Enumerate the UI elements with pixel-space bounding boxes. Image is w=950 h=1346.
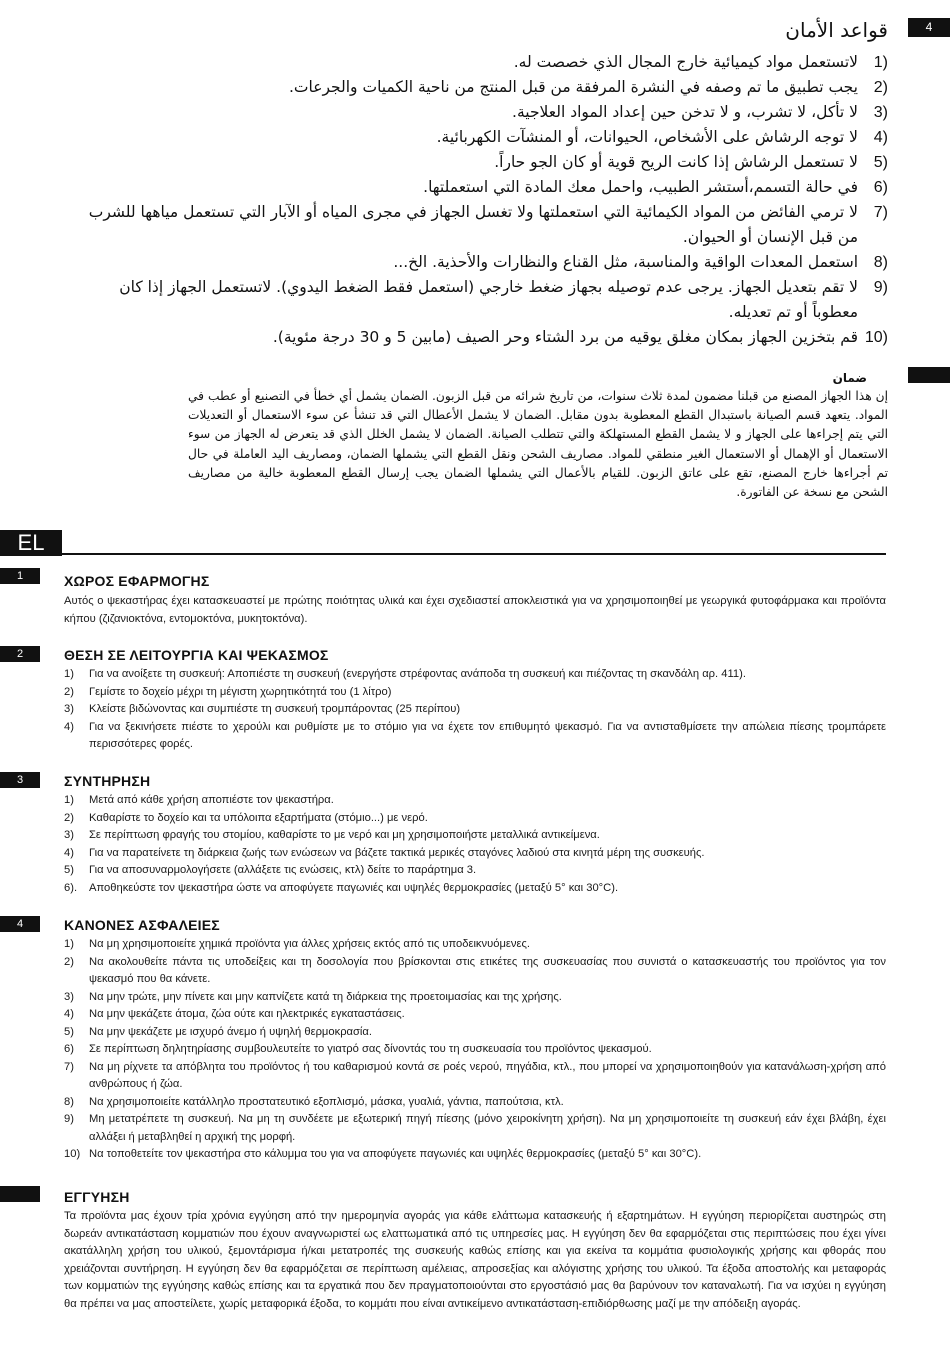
list-item: 4) Να μην ψεκάζετε άτομα, ζώα ούτε και ηλεκτρικές εγκαταστάσεις. <box>64 1008 405 1020</box>
list-item: 1) Μετά από κάθε χρήση αποπιέστε τον ψεκαστήρα. <box>64 794 334 806</box>
list-item: 9) لا تقم بتعديل الجهاز. يرجى عدم توصيله بجهاز ضغط خارجي (استعمل فقط الضغط اليدوي). لاتستعمل الجهاز إذا كان معطوباً أو تم تعديله. <box>119 278 888 321</box>
list-item: 2) Να ακολουθείτε πάντα τις υποδείξεις και τη δοσολογία που βρίσκονται στις ετικέτες της συσκευασίας που συνιστά ο κατασκευαστής του προϊόντος για τον ψεκασμό που θα κάνετε. <box>64 955 886 985</box>
list-item: 2) Καθαρίστε το δοχείο και τα υπόλοιπα εξαρτήματα (στόμιο...) με νερό. <box>64 811 428 824</box>
list-item: 7) لا ترمي الفائض من المواد الكيمائية التي استعملتها ولا تغسل الجهاز في مجرى المياه أو الآبار التي تستعمل مياهها للشرب من قبل الإنسان أو الحيوان. <box>88 203 888 246</box>
section-body-maintenance <box>64 792 886 897</box>
section-body-application: Αυτός ο ψεκαστήρας έχει κατασκευαστεί με πρώτης ποιότητας υλικά και έχει σχεδιαστεί αποκλειστικά για να χρησιμοποιηθεί με γεωργικά φυτοφάρμακα και προϊόντα κήπου (ζιζανιοκτόνα, εντομοκτόνα, μυκητοκτόνα). <box>64 595 886 625</box>
list-item: 6). Αποθηκεύστε τον ψεκαστήρα ώστε να αποφύγετε παγωνιές και υψηλές θερμοκρασίες (μεταξύ 5° και 30°C). <box>64 881 619 894</box>
list-item: 4) Για να παρατείνετε τη διάρκεια ζωής των ενώσεων να βάζετε τακτικά μερικές σταγόνες λαδιού στα κινητά μέρη της συσκευής. <box>64 846 705 859</box>
list-item: 3) لا تأكل، لا تشرب، و لا تدخن حين إعداد المواد العلاجية. <box>512 103 888 121</box>
section-number-tab: 4 <box>0 916 40 932</box>
list-item: 5) لا تستعمل الرشاش إذا كانت الريح قوية أو كان الجو حاراً. <box>494 153 888 171</box>
page-number-tab <box>908 18 950 37</box>
language-tab-el: EL <box>0 530 62 556</box>
arabic-safety-list <box>88 50 888 350</box>
arabic-warranty-title: ضمان <box>832 371 867 385</box>
list-item: 6) Σε περίπτωση δηλητηρίασης συμβουλευτείτε το γιατρό σας δίνοντάς του τη συσκευασία του προϊόντος ψεκασμού. <box>64 1043 652 1055</box>
list-item: 2) يجب تطبيق ما تم وصفه في النشرة المرفقة من قبل المنتج من ناحية الكميات والجرعات. <box>288 78 888 96</box>
section-title-operation: ΘΕΣΗ ΣΕ ΛΕΙΤΟΥΡΓΙΑ ΚΑΙ ΨΕΚΑΣΜΟΣ <box>64 647 329 663</box>
list-item: 3) Σε περίπτωση φραγής του στομίου, καθαρίστε το με νερό και μη χρησιμοποιήστε μεταλλικά αντικείμενα. <box>64 829 600 841</box>
section-number-tab <box>0 1186 40 1202</box>
arabic-safety-title: قواعد الأمان <box>785 18 888 42</box>
list-item: 6) في حالة التسمم،أستشر الطبيب، واحمل معك المادة التي استعملتها. <box>423 178 888 196</box>
list-item: 10) قم بتخزين الجهاز بمكان مغلق يوقيه من برد الشتاء وحر الصيف (مابين 5 و 30 درجة مئوية). <box>272 328 888 346</box>
section-title-maintenance: ΣΥΝΤΗΡΗΣΗ <box>64 773 151 789</box>
list-item: 9) Μη μετατρέπετε τη συσκευή. Να μη τη συνδέετε με εξωτερική πηγή πίεσης (μόνο χειροκίνητη χρήση). Να μη χρησιμοποιείτε τη συσκευή εάν έχει βλάβη, έχει αλλάξει ή μεταβληθεί η αρχική της μορφή. <box>64 1113 886 1143</box>
list-item: 3) Κλείστε βιδώνοντας και συμπιέστε τη συσκευή τρομπάροντας (25 περίπου) <box>64 703 461 715</box>
list-item: 1) Να μη χρησιμοποιείτε χημικά προϊόντα για άλλες χρήσεις εκτός από τις υποδεικνυόμενες. <box>64 938 530 950</box>
list-item: 1) لاتستعمل مواد كيميائية خارج المجال الذي خصصت له. <box>513 53 888 71</box>
section-number-tab: 3 <box>0 772 40 788</box>
section-title-application: ΧΩΡΟΣ ΕΦΑΡΜΟΓΗΣ <box>64 573 210 589</box>
section-number-tab: 1 <box>0 568 40 584</box>
section-number-tab: 2 <box>0 646 40 662</box>
list-item: 1) Για να ανοίξετε τη συσκευή: Αποπιέστε τη συσκευή (ενεργήστε στρέφοντας ανάποδα τη συσκευή και πιέζοντας τη σκανδάλη αρ. 411). <box>64 668 746 680</box>
section-body-operation <box>64 666 886 754</box>
arabic-warranty-tab <box>908 367 950 383</box>
list-item: 4) لا توجه الرشاش على الأشخاص، الحيوانات، أو المنشآت الكهربائية. <box>436 128 888 146</box>
section-divider <box>62 553 886 555</box>
section-body-warranty: Τα προϊόντα μας έχουν τρία χρόνια εγγύηση από την ημερομηνία αγοράς για κάθε ελάττωμα κατασκευής ή εξαρτημάτων. Η εγγύηση περιορίζεται αυστηρώς στη δωρεάν αντικατάσταση κομματιών που έχουν αναγνωριστεί ως ελαττωματικά από τις υπηρεσίες μας. Η εγγύηση δεν θα εφαρμόζεται στις περιπτώσεις που έχει γίνει ακατάλληλη χρήση του υλικού, ξεμοντάρισμα ή/και μετατροπές της συσκευής καθώς επίσης και για εκείνα τα κομμάτια φυσιολογικής χρήσης και φθοράς που χρειάζονται συντήρηση. Η εγγύηση δεν θα εφαρμόζεται σε περίπτωση αμέλειας, απροσεξίας και αλόγιστης χρήσης του υλικού. Τα έξοδα αποστολής και μεταφοράς των κομματιών της εγγύησης καθώς επίσης και τα εργατικά που δεν πραγματοποιούνται στο εργοστάσιό μας θα βαρύνουν τον καταναλωτή. Για να ισχύει η εγγύηση θα πρέπει να μας αποστείλετε, χωρίς μεταφορικά έξοδα, το κομμάτι που είναι αντικείμενο αντικατάσταση-επιδιόρθωσης μαζί με την απόδειξη αγοράς. <box>64 1210 886 1310</box>
section-title-safety: ΚΑΝΟΝΕΣ ΑΣΦΑΛΕΙΕΣ <box>64 917 220 933</box>
arabic-warranty-text: إن هذا الجهاز المصنع من قبلنا مضمون لمدة ثلاث سنوات، من تاريخ شرائه من قبل الزبون. الضمان يشمل أي خطأ في التصنيع أو عطب في المواد. يتعهد قسم الصيانة باستبدال القطع المعطوبة بدون مقابل. الضمان لا يشمل الأعطال التي قد تنشأ عن سوء الاستعمال أو التعديلات التي يتم إجراءها على الجهاز و لا يشمل القطع المستهلكة والتي تتطلب الصيانة. الضمان لا يشمل الخلل الذي قد يتعرض له الجهاز من سوء الاستعمال أو الإهمال أو الاستعمال الغير منطقي للمواد. مصاريف الشحن ونقل القطع التي يشملها الضمان، ومصاريف اليد العاملة في حال تم أجراءها خارج المصنع، تقع على عاتق الزبون. للقيام بالأعمال التي يشملها الضمان يجب إرسال القطع المعطوبة خالية من مصاريف الشحن مع نسخة عن الفاتورة. <box>188 389 888 500</box>
list-item: 2) Γεμίστε το δοχείο μέχρι τη μέγιστη χωρητικότητά του (1 λίτρο) <box>64 685 392 698</box>
page-number: 4 <box>925 20 933 34</box>
section-title-warranty: ΕΓΓΥΗΣΗ <box>64 1189 130 1205</box>
section-body-safety <box>64 936 886 1164</box>
list-item: 5) Για να αποσυναρμολογήσετε (αλλάξετε τις ενώσεις, κτλ) δείτε το παράρτημα 3. <box>64 864 477 876</box>
list-item: 3) Να μην τρώτε, μην πίνετε και μην καπνίζετε κατά τη διάρκεια της προετοιμασίας και της χρήσης. <box>64 990 562 1003</box>
list-item: 7) Να μη ρίχνετε τα απόβλητα του προϊόντος ή του καθαρισμού κοντά σε ροές νερού, πηγάδια, κτλ., που μπορεί να χρησιμοποιηθούν για κατανάλωση-χρήση από ανθρώπους ή ζώα. <box>64 1060 886 1090</box>
list-item: 10) Να τοποθετείτε τον ψεκαστήρα στο κάλυμμα του για να αποφύγετε παγωνιές και υψηλές θερμοκρασίες (μεταξύ 5° και 30°C). <box>64 1148 702 1160</box>
list-item: 8) Να χρησιμοποιείτε κατάλληλο προστατευτικό εξοπλισμό, μάσκα, γυαλιά, γάντια, παπούτσια, κτλ. <box>64 1095 564 1108</box>
list-item: 8) استعمل المعدات الواقية والمناسبة، مثل القناع والنظارات والأحذية. الخ... <box>393 253 888 271</box>
list-item: 5) Να μην ψεκάζετε με ισχυρό άνεμο ή υψηλή θερμοκρασία. <box>64 1025 372 1038</box>
list-item: 4) Για να ξεκινήσετε πιέστε το χερούλι και ρυθμίστε με το στόμιο για να έχετε τον επιθυμητό ψεκασμό. Για να αντισταθμίσετε την απώλεια πίεσης τρομπάρετε περισσότερες φορές. <box>64 720 886 750</box>
